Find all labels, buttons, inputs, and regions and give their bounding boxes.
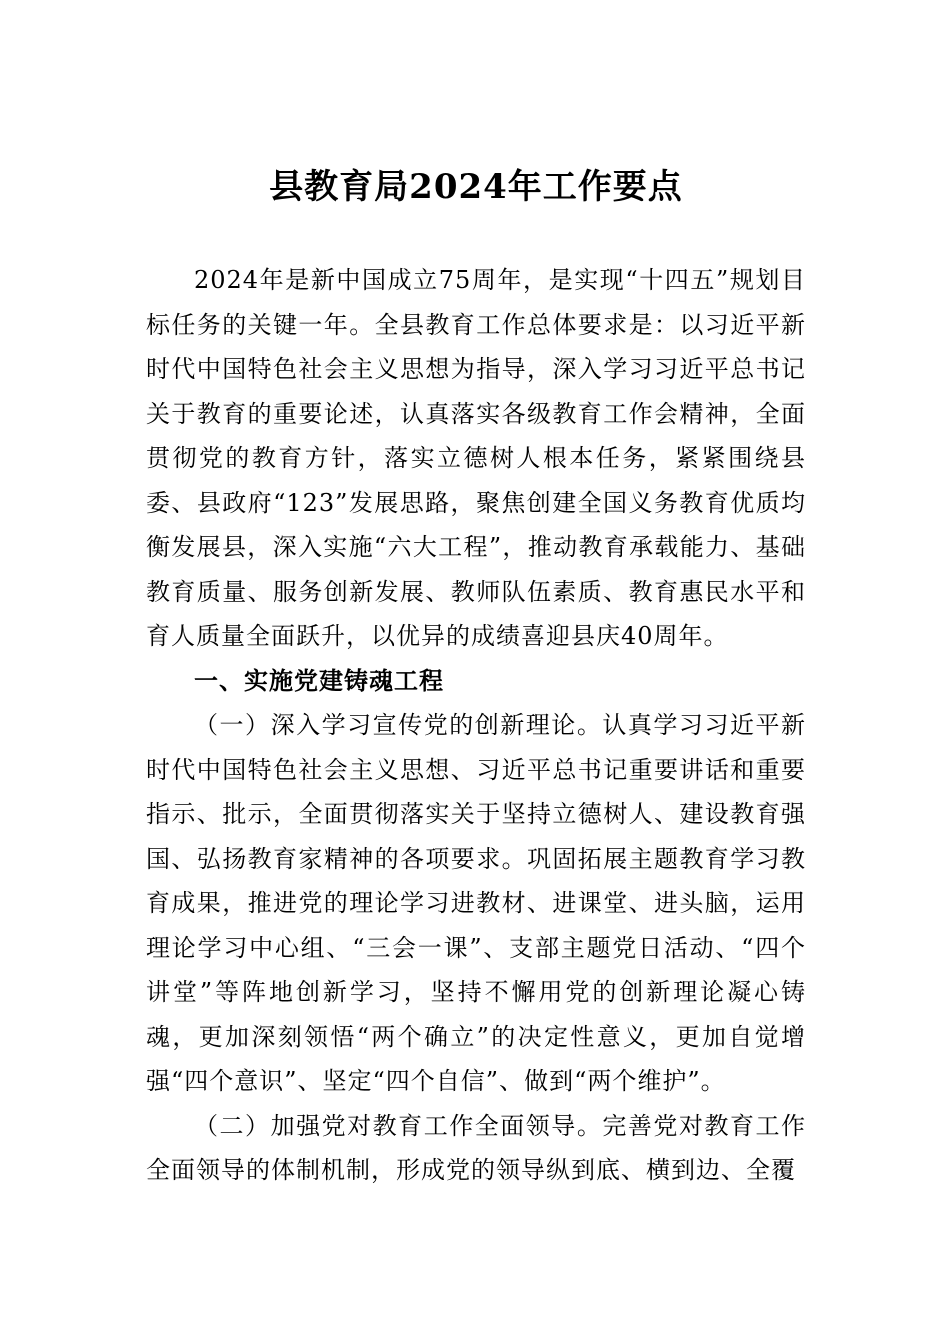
section1-item1-body: 认真学习习近平新时代中国特色社会主义思想、习近平总书记重要讲话和重要指示、批示，全面贯彻落实关于坚持立德树人、建设教育强国、弘扬教育家精神的各项要求。巩固拓展主题教育学习教育成果，推进党的理论学习进教材、进课堂、进头脑，运用理论学习中心组、“三会一课”、支部主题党日活动、“四个讲堂”等阵地创新学习，坚持不懈用党的创新理论凝心铸魂，更加深刻领悟“两个确立”的决定性意义，更加自觉增强“四个意识”、坚定“四个自信”、做到“两个维护”。 bbox=[146, 711, 807, 1095]
document-page bbox=[146, 160, 806, 1193]
intro-paragraph: 2024年是新中国成立75周年，是实现“十四五”规划目标任务的关键一年。全县教育工作总体要求是：以习近平新时代中国特色社会主义思想为指导，深入学习习近平总书记关于教育的重要论述，认真落实各级教育工作会精神，全面贯彻党的教育方针，落实立德树人根本任务，紧紧围绕县委、县政府“123”发展思路，聚焦创建全国义务教育优质均衡发展县，深入实施“六大工程”，推动教育承载能力、基础教育质量、服务创新发展、教师队伍素质、教育惠民水平和育人质量全面跃升，以优异的成绩喜迎县庆40周年。 bbox=[146, 266, 806, 650]
section1-item2-paragraph bbox=[146, 1104, 806, 1193]
section1-item2-title: （二）加强党对教育工作全面领导。 bbox=[194, 1111, 603, 1140]
section1-item1-paragraph bbox=[146, 703, 806, 1104]
document-title: 县教育局2024年工作要点 bbox=[269, 167, 683, 207]
section-heading-1: 一、实施党建铸魂工程 bbox=[194, 666, 444, 695]
section1-item1-title: （一）深入学习宣传党的创新理论。 bbox=[194, 711, 603, 739]
section1-item2-body: 完善党对教育工作全面领导的体制机制，形成党的领导纵到底、横到边、全覆 bbox=[146, 1111, 807, 1184]
